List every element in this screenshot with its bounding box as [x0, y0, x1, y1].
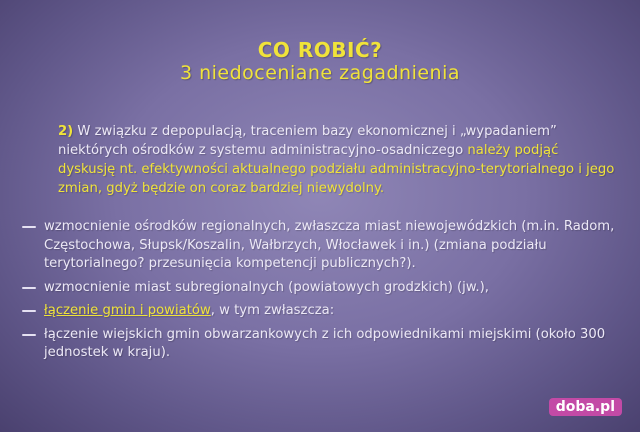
dash-icon [22, 334, 36, 336]
watermark-logo: doba.pl [549, 398, 622, 416]
list-item [22, 218, 622, 274]
bullet-text: wzmocnienie miast subregionalnych (powiatowych grodzkich) (jw.), [44, 279, 489, 295]
dash-icon [22, 287, 36, 289]
dash-icon [22, 310, 36, 312]
bullet-text: łączenie wiejskich gmin obwarzankowych z ich odpowiednikami miejskimi (około 300 jednostek w kraju). [44, 326, 606, 360]
list-item [22, 326, 622, 363]
intro-text-highlight: należy podjąć dyskusję nt. efektywności aktualnego podziału administracyjno-terytorialnego i jego zmian, gdyż będzie on coraz bardziej niewydolny. [58, 143, 615, 196]
intro-text-a: W związku z depopulacją, traceniem bazy ekonomicznej i „wypadaniem” niektórych ośrodków z systemu administracyjno-osadniczego [58, 124, 557, 158]
list-item [22, 279, 622, 298]
list-item [22, 302, 622, 321]
bullet-highlight: łączenie gmin i powiatów [44, 303, 211, 318]
point-number: 2) [58, 124, 74, 139]
bullet-text: wzmocnienie ośrodków regionalnych, zwłaszcza miast niewojewódzkich (m.in. Radom, Częstochowa, Słupsk/Koszalin, Wałbrzych, Włocławek i in.) (zmiana podziału terytorialnego? przesunięcia kompetencji publicznych?). [44, 219, 615, 271]
bullet-list [22, 218, 622, 368]
slide-title: CO ROBIĆ? [257, 38, 383, 62]
bullet-text: , w tym zwłaszcza: [210, 303, 335, 318]
intro-paragraph [58, 122, 618, 198]
slide-subtitle: 3 niedoceniane zagadnienia [179, 62, 461, 84]
dash-icon [22, 226, 36, 228]
